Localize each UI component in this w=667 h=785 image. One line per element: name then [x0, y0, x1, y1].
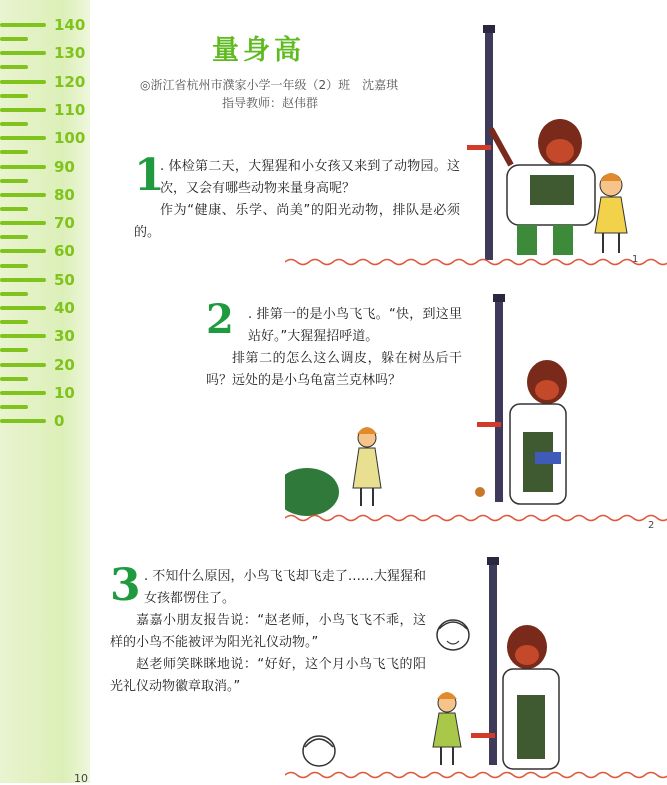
smiling-girl-face-drawing [437, 620, 469, 650]
panel-1-illustration [285, 25, 667, 270]
wavy-divider [285, 773, 667, 778]
ruler-minor-tick [0, 122, 28, 126]
ruler-label: 110 [54, 100, 86, 119]
ruler-minor-tick [0, 179, 28, 183]
measuring-pole [495, 297, 503, 502]
panel-1-line-2-text: 作为“健康、乐学、尚美”的阳光动物，排队是必须的。 [134, 203, 460, 240]
small-bird-drawing [475, 487, 485, 497]
ruler-minor-tick [0, 65, 28, 69]
ruler-label: 100 [54, 129, 86, 148]
ruler-major-tick [0, 51, 46, 55]
panel-1-page-no: 1 [632, 254, 639, 265]
panel-2-illustration [285, 292, 667, 537]
ruler-minor-tick [0, 235, 28, 239]
ruler-major-tick [0, 23, 46, 27]
ruler-major-tick [0, 221, 46, 225]
ruler-major-tick [0, 306, 46, 310]
ruler-major-tick [0, 80, 46, 84]
ruler-label: 60 [54, 242, 75, 261]
ruler-minor-tick [0, 94, 28, 98]
story-title: 量身高 [212, 35, 305, 66]
ruler-label: 20 [54, 355, 75, 374]
measuring-pole [485, 28, 493, 260]
ruler-major-tick [0, 165, 46, 169]
ruler-label: 70 [54, 214, 75, 233]
ruler-major-tick [0, 193, 46, 197]
ruler-minor-tick [0, 377, 28, 381]
panel-2-number: 2 [206, 296, 234, 343]
height-ruler [0, 0, 90, 783]
ruler-minor-tick [0, 264, 28, 268]
ruler-label: 90 [54, 157, 75, 176]
ruler-major-tick [0, 391, 46, 395]
panel-1-line-1: . 体检第二天，大猩猩和小女孩又来到了动物园。这次，又会有哪些动物来量身高呢？ [160, 159, 460, 196]
author-line: ◎浙江省杭州市濮家小学一年级（2）班 沈嘉琪 [140, 78, 399, 92]
ruler-major-tick [0, 249, 46, 253]
ruler-minor-tick [0, 292, 28, 296]
ruler-label: 30 [54, 327, 75, 346]
gorilla-doctor-drawing [503, 625, 559, 769]
panel-1-number: 1 [134, 150, 165, 201]
ruler-label: 40 [54, 299, 75, 317]
ruler-major-tick [0, 108, 46, 112]
ruler-label: 10 [54, 383, 75, 402]
panel-2-line-2-text: 排第二的怎么这么调皮，躲在树丛后干吗？远处的是小乌龟富兰克林吗？ [206, 351, 462, 388]
wavy-divider [285, 516, 667, 521]
panel-2-page-no: 2 [648, 520, 655, 531]
wavy-divider [285, 260, 667, 265]
panel-3-line-2-text: 嘉嘉小朋友报告说：“赵老师，小鸟飞飞不乖，这样的小鸟不能被评为阳光礼仪动物。” [110, 613, 426, 650]
page-number: 10 [74, 772, 88, 785]
ruler-label: 140 [54, 16, 86, 34]
ruler-major-tick [0, 419, 46, 423]
ruler-minor-tick [0, 37, 28, 41]
panel-3-number: 3 [110, 560, 141, 611]
ruler-minor-tick [0, 405, 28, 409]
panel-2-line-1: . 排第一的是小鸟飞飞。“快，到这里站好。”大猩猩招呼道。 [248, 307, 462, 344]
gorilla-doctor-drawing [491, 119, 595, 255]
girl-drawing [595, 173, 627, 253]
panel-3-illustration [285, 555, 667, 783]
ruler-minor-tick [0, 320, 28, 324]
ruler-major-tick [0, 136, 46, 140]
gorilla-doctor-drawing [510, 360, 567, 504]
ruler-minor-tick [0, 207, 28, 211]
ruler-label: 130 [54, 44, 86, 63]
ruler-minor-tick [0, 348, 28, 352]
panel-3-line-3-text: 赵老师笑眯眯地说：“好好，这个月小鸟飞飞的阳光礼仪动物徽章取消。” [110, 657, 426, 694]
girl-drawing [433, 692, 461, 765]
ruler-major-tick [0, 278, 46, 282]
ruler-major-tick [0, 334, 46, 338]
ruler-minor-tick [0, 150, 28, 154]
ruler-label: 80 [54, 185, 75, 204]
teacher-line: 指导教师：赵伟群 [222, 96, 319, 110]
ruler-label: 50 [54, 270, 75, 289]
girl-drawing [353, 427, 381, 506]
ruler-label: 0 [54, 412, 65, 431]
ruler-major-tick [0, 363, 46, 367]
panel-3-line-1: . 不知什么原因，小鸟飞飞却飞走了……大猩猩和女孩都愣住了。 [144, 569, 426, 606]
bush-drawing [285, 468, 339, 516]
ruler-label: 120 [54, 72, 86, 91]
teacher-face-drawing [303, 736, 335, 766]
